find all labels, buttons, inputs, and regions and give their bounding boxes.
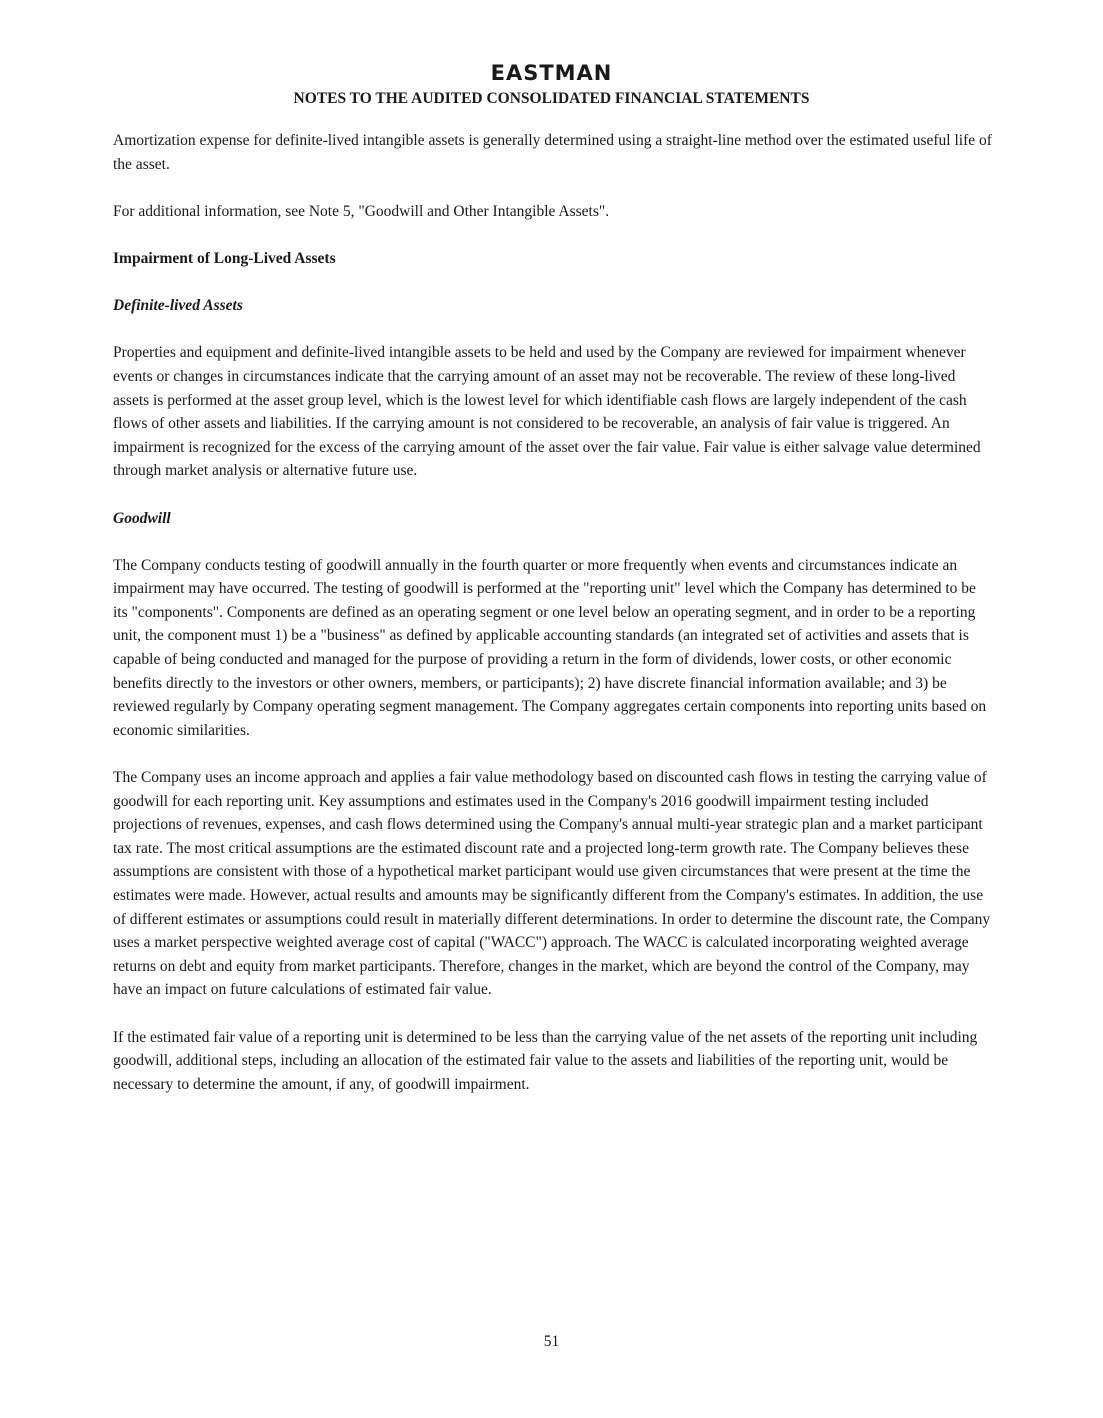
amortization-paragraph: Amortization expense for definite-lived intangible assets is generally determined using a straight-line method over the estimated useful life of the asset. [113,132,992,173]
impairment-heading: Impairment of Long-Lived Assets [113,249,336,267]
goodwill-paragraph: The Company conducts testing of goodwill annually in the fourth quarter or more frequently when events and circumstances indicate an impairment may have occurred. The testing of goodwill is performed at the "reporting unit" level which the Company has determined to be its "components". Components are defined as an operating segment or one level below an operating segment, and in order to be a reporting unit, the component must 1) be a "business" as defined by applicable accounting standards (an integrated set of activities and assets that is capable of being conducted and managed for the purpose of providing a return in the form of dividends, lower costs, or other economic benefits directly to the investors or other owners, members, or participants); 2) have discrete financial information available; and 3) be reviewed regularly by Company operating segment management. The Company aggregates certain components into reporting units based on economic similarities. [113,556,987,739]
additional-info-paragraph: For additional information, see Note 5, "Goodwill and Other Intangible Assets". [113,202,610,220]
report-title: NOTES TO THE AUDITED CONSOLIDATED FINANCIAL STATEMENTS [293,90,810,107]
goodwill-paragraph: The Company uses an income approach and applies a fair value methodology based on discounted cash flows in testing the carrying value of goodwill for each reporting unit. Key assumptions and estimates used in the Company's 2016 goodwill impairment testing included projections of revenues, expenses, and cash flows determined using the Company's annual multi-year strategic plan and a market participant tax rate. The most critical assumptions are the estimated discount rate and a projected long-term growth rate. The Company believes these assumptions are consistent with those of a hypothetical market participant would use given circumstances that were present at the time the estimates were made. However, actual results and amounts may be significantly different from the Company's estimates. In addition, the use of different estimates or assumptions could result in materially different determinations. In order to determine the discount rate, the Company uses a market perspective weighted average cost of capital ("WACC") approach. The WACC is calculated incorporating weighted average returns on debt and equity from market participants. Therefore, changes in the market, which are beyond the control of the Company, may have an impact on future calculations of estimated fair value. [113,769,991,999]
page-number: 51 [543,1333,560,1350]
definite-lived-heading: Definite-lived Assets [113,297,243,315]
goodwill-paragraph: If the estimated fair value of a reporting unit is determined to be less than the carrying value of the net assets of the reporting unit including goodwill, additional steps, including an allocation of the estimated fair value to the assets and liabilities of the reporting unit, would be necessary to determine the amount, if any, of goodwill impairment. [113,1028,978,1093]
document-body [113,129,993,1120]
definite-lived-paragraph: Properties and equipment and definite-lived intangible assets to be held and used by the Company are reviewed for impairment whenever events or changes in circumstances indicate that the carrying amount of an asset may not be recoverable. The review of these long-lived assets is performed at the asset group level, which is the lowest level for which identifiable cash flows are largely independent of the cash flows of other assets and liabilities. If the carrying amount is not considered to be recoverable, an analysis of fair value is triggered. An impairment is recognized for the excess of the carrying amount of the asset over the fair value. Fair value is either salvage value determined through market analysis or alternative future use. [113,344,981,480]
company-logo: EASTMAN [490,61,613,85]
goodwill-heading: Goodwill [113,509,171,527]
